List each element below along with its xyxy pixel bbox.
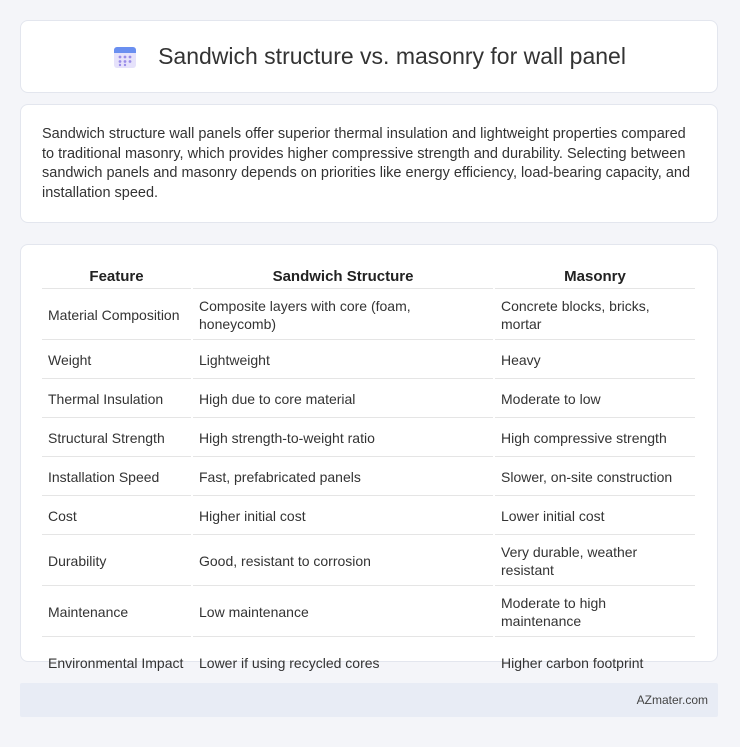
table-row bbox=[42, 588, 695, 637]
sandwich-cell: Higher initial cost bbox=[193, 498, 493, 535]
table-header-row bbox=[42, 263, 695, 289]
sandwich-cell: High strength-to-weight ratio bbox=[193, 420, 493, 457]
feature-cell: Weight bbox=[42, 342, 191, 379]
header-masonry: Masonry bbox=[495, 263, 695, 289]
masonry-cell: Concrete blocks, bricks, mortar bbox=[495, 291, 695, 340]
table-row bbox=[42, 381, 695, 418]
table-row bbox=[42, 537, 695, 586]
title-card bbox=[20, 20, 718, 93]
masonry-cell: Higher carbon footprint bbox=[495, 639, 695, 688]
header-feature: Feature bbox=[42, 263, 191, 289]
masonry-cell: Moderate to high maintenance bbox=[495, 588, 695, 637]
feature-cell: Installation Speed bbox=[42, 459, 191, 496]
table-row bbox=[42, 342, 695, 379]
sandwich-cell: High due to core material bbox=[193, 381, 493, 418]
feature-cell: Material Composition bbox=[42, 291, 191, 340]
masonry-cell: Slower, on-site construction bbox=[495, 459, 695, 496]
masonry-cell: Moderate to low bbox=[495, 381, 695, 418]
footer bbox=[20, 683, 718, 717]
masonry-cell: Heavy bbox=[495, 342, 695, 379]
masonry-cell: Lower initial cost bbox=[495, 498, 695, 535]
feature-cell: Durability bbox=[42, 537, 191, 586]
table-row bbox=[42, 639, 695, 688]
sandwich-cell: Fast, prefabricated panels bbox=[193, 459, 493, 496]
intro-text: Sandwich structure wall panels offer superior thermal insulation and lightweight properties compared to traditional masonry, which provides higher compressive strength and durability. Selecting between sandwich panels and masonry depends on priorities like energy efficiency, load-bearing capacity, and installation speed. bbox=[42, 126, 691, 201]
feature-cell: Maintenance bbox=[42, 588, 191, 637]
sandwich-cell: Low maintenance bbox=[193, 588, 493, 637]
comparison-card bbox=[20, 244, 718, 671]
sandwich-cell: Lightweight bbox=[193, 342, 493, 379]
sandwich-cell: Lower if using recycled cores bbox=[193, 639, 493, 688]
feature-cell: Structural Strength bbox=[42, 420, 191, 457]
sandwich-cell: Composite layers with core (foam, honeycomb) bbox=[193, 291, 493, 340]
intro-card bbox=[20, 104, 718, 223]
feature-cell: Cost bbox=[42, 498, 191, 535]
feature-cell: Environmental Impact bbox=[42, 639, 191, 688]
masonry-cell: High compressive strength bbox=[495, 420, 695, 457]
sandwich-cell: Good, resistant to corrosion bbox=[193, 537, 493, 586]
masonry-cell: Very durable, weather resistant bbox=[495, 537, 695, 586]
table-row bbox=[42, 291, 695, 340]
calendar-icon bbox=[112, 44, 138, 70]
table-row bbox=[42, 459, 695, 496]
header-sandwich: Sandwich Structure bbox=[193, 263, 493, 289]
footer-brand[interactable]: AZmater.com bbox=[636, 693, 708, 707]
page-title: Sandwich structure vs. masonry for wall panel bbox=[158, 43, 626, 69]
table-row bbox=[42, 498, 695, 535]
comparison-table bbox=[40, 261, 697, 690]
table-row bbox=[42, 420, 695, 457]
feature-cell: Thermal Insulation bbox=[42, 381, 191, 418]
